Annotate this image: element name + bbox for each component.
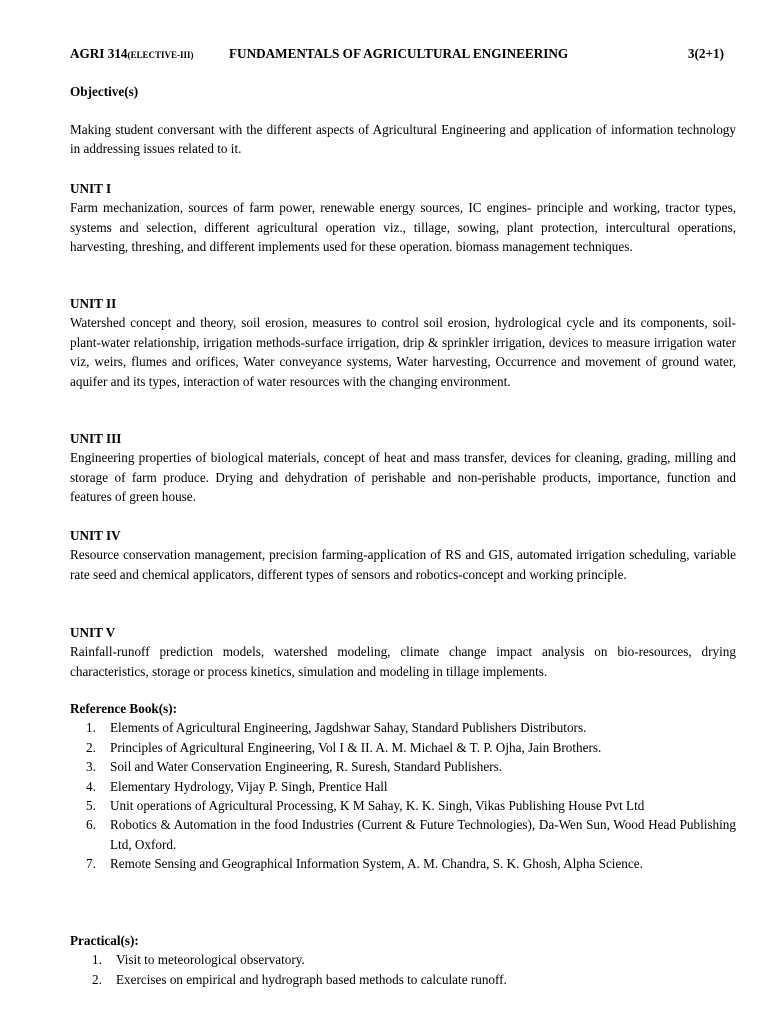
unit-3-title: UNIT III xyxy=(70,431,122,446)
course-code-text: AGRI 314 xyxy=(70,46,128,61)
list-number: 2. xyxy=(86,739,96,755)
reference-text: Elements of Agricultural Engineering, Jagdshwar Sahay, Standard Publishers Distributors. xyxy=(110,720,587,736)
objective-heading: Objective(s) xyxy=(70,84,139,99)
references-section xyxy=(70,699,736,874)
practicals-section xyxy=(70,931,736,989)
unit-3-section xyxy=(70,429,736,507)
unit-2-section xyxy=(70,294,736,391)
list-number: 7. xyxy=(86,856,96,872)
practicals-list xyxy=(70,950,736,989)
unit-1-title: UNIT I xyxy=(70,181,112,196)
unit-5-section xyxy=(70,623,736,681)
list-number: 1. xyxy=(86,720,96,736)
unit-5-title: UNIT V xyxy=(70,625,116,640)
course-code xyxy=(70,44,194,65)
list-number: 2. xyxy=(92,971,102,987)
unit-3-text: Engineering properties of biological materials, concept of heat and mass transfer, devices for cleaning, grading, milling and storage of farm produce. Drying and dehydration of perishable and non-perishable products, importance, function and features of green house. xyxy=(70,450,736,505)
unit-2-text: Watershed concept and theory, soil erosion, measures to control soil erosion, hydrological cycle and its components, soil-plant-water relationship, irrigation methods-surface irrigation, drip & sprinkler irrigation, devices to measure irrigation water viz, weirs, flumes and orifices, Water conveyance systems, Water harvesting, Occurrence and movement of ground water, aquifer and its types, interaction of water resources with the changing environment. xyxy=(70,315,736,389)
references-heading: Reference Book(s): xyxy=(70,701,178,716)
practicals-heading: Practical(s): xyxy=(70,933,139,948)
reference-text: Soil and Water Conservation Engineering, R. Suresh, Standard Publishers. xyxy=(110,759,503,775)
list-number: 5. xyxy=(86,798,96,814)
reference-text: Principles of Agricultural Engineering, Vol I & II. A. M. Michael & T. P. Ojha, Jain Brothers. xyxy=(110,739,602,755)
list-number: 4. xyxy=(86,778,96,794)
practical-text: Exercises on empirical and hydrograph based methods to calculate runoff. xyxy=(116,971,507,987)
reference-text: Elementary Hydrology, Vijay P. Singh, Prentice Hall xyxy=(110,778,388,794)
reference-text: Remote Sensing and Geographical Information System, A. M. Chandra, S. K. Ghosh, Alpha Science. xyxy=(110,856,643,872)
unit-4-section xyxy=(70,526,736,584)
unit-2-title: UNIT II xyxy=(70,296,117,311)
list-item xyxy=(70,796,736,815)
list-item xyxy=(70,757,736,776)
list-item xyxy=(70,718,736,737)
references-list xyxy=(70,718,736,873)
unit-1-section xyxy=(70,179,736,257)
objective-text: Making student conversant with the different aspects of Agricultural Engineering and application of information technology in addressing issues related to it. xyxy=(70,122,736,157)
practical-text: Visit to meteorological observatory. xyxy=(116,952,305,968)
list-item xyxy=(70,950,736,969)
list-number: 1. xyxy=(92,952,102,968)
list-item xyxy=(70,777,736,796)
unit-4-text: Resource conservation management, precision farming-application of RS and GIS, automated irrigation scheduling, variable rate seed and chemical applicators, different types of sensors and robotics-concept and working principle. xyxy=(70,547,736,582)
list-item xyxy=(70,815,736,854)
course-title: FUNDAMENTALS OF AGRICULTURAL ENGINEERING xyxy=(229,46,569,61)
elective-tag: (ELECTIVE-III) xyxy=(127,50,194,60)
unit-5-text: Rainfall-runoff prediction models, watershed modeling, climate change impact analysis on bio-resources, drying characteristics, storage or process kinetics, simulation and modeling in tillage implements. xyxy=(70,644,736,679)
reference-text: Unit operations of Agricultural Processing, K M Sahay, K. K. Singh, Vikas Publishing House Pvt Ltd xyxy=(110,798,645,814)
list-number: 6. xyxy=(86,817,96,833)
list-item xyxy=(70,854,736,873)
unit-1-text: Farm mechanization, sources of farm power, renewable energy sources, IC engines- principle and working, tractor types, systems and selection, different agricultural operation viz., tillage, sowing, plant protection, intercultural operations, harvesting, threshing, and different implements used for these operation. biomass management techniques. xyxy=(70,200,736,255)
list-item xyxy=(70,970,736,989)
unit-4-title: UNIT IV xyxy=(70,528,121,543)
list-item xyxy=(70,738,736,757)
course-credits: 3(2+1) xyxy=(687,46,724,61)
list-number: 3. xyxy=(86,759,96,775)
reference-text: Robotics & Automation in the food Industries (Current & Future Technologies), Da-Wen Sun, Wood Head Publishing Ltd, Oxford. xyxy=(110,817,736,852)
